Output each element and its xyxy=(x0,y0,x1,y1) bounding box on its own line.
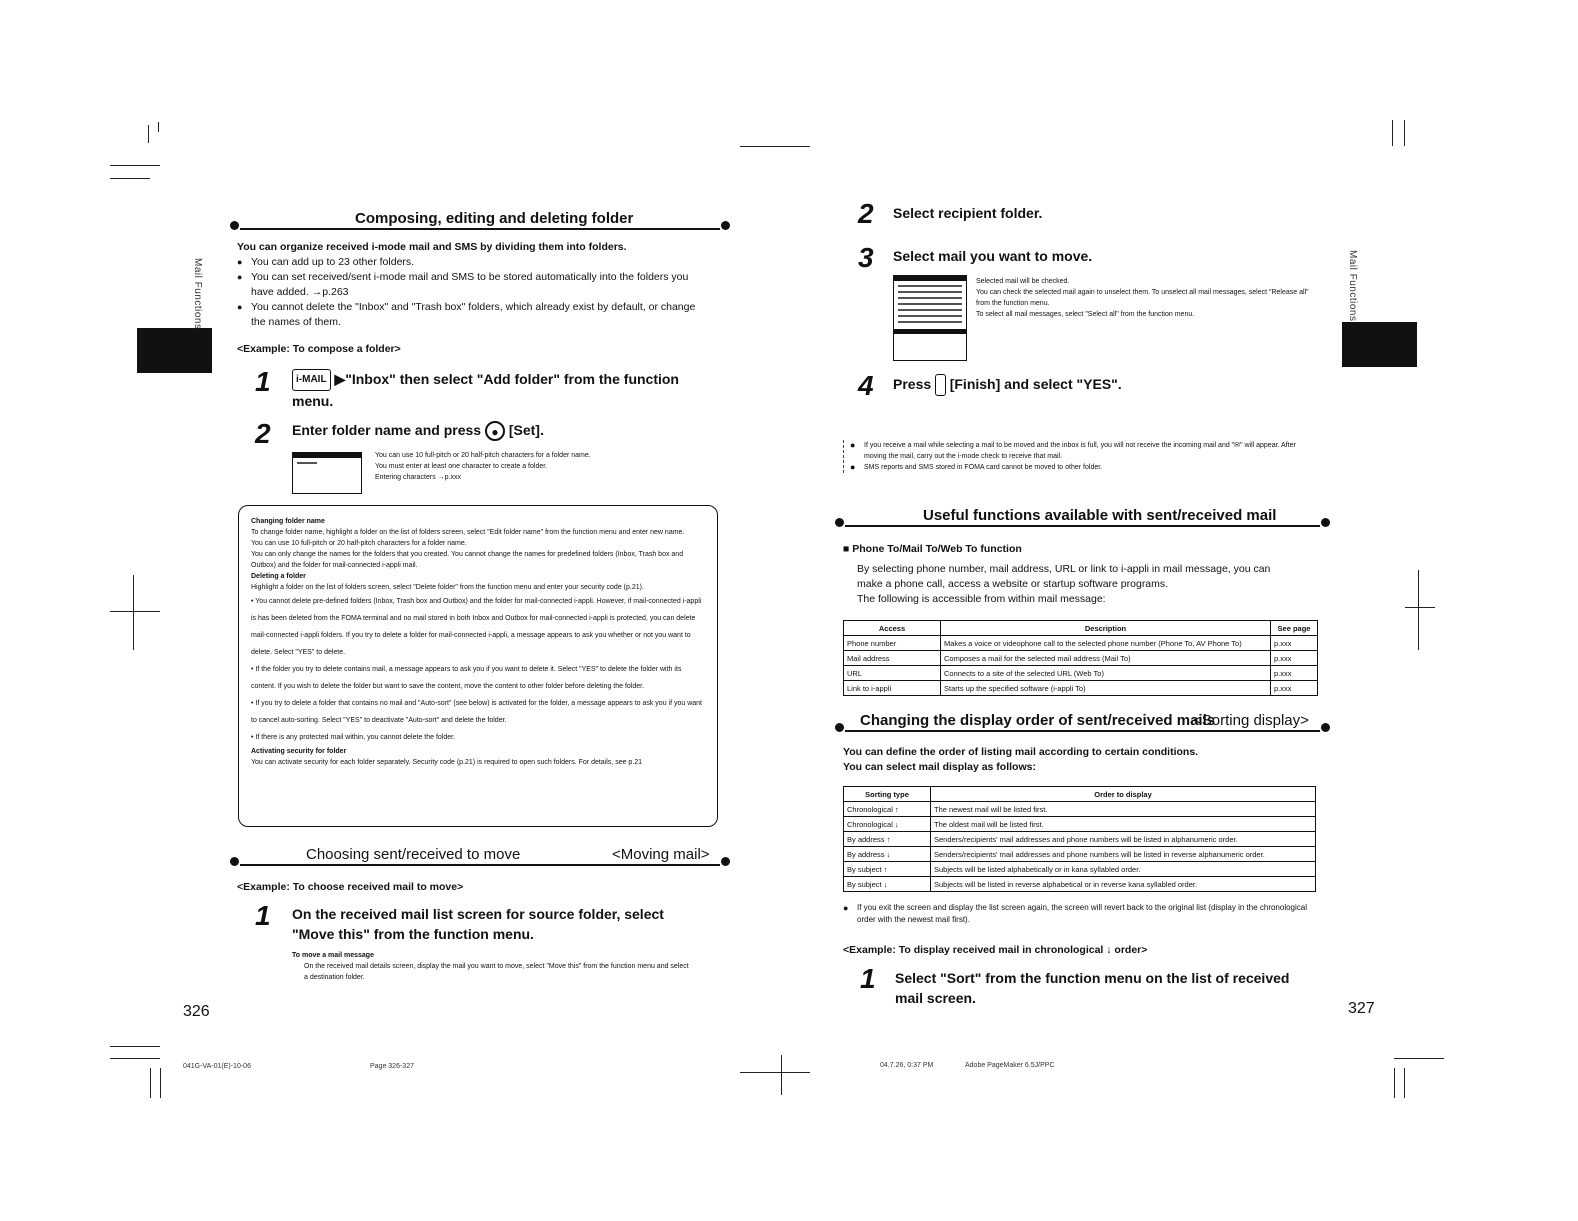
notes-block xyxy=(843,440,1320,473)
step-text xyxy=(893,374,1122,396)
chapter-tab-left xyxy=(137,328,212,373)
table-cell: By address ↑ xyxy=(844,832,931,847)
heading-rule xyxy=(240,864,720,866)
table-cell: Senders/recipients' mail addresses and phone numbers will be listed in alphanumeric order. xyxy=(931,832,1316,847)
note-heading: Activating security for folder xyxy=(251,748,347,755)
step-instruction: ▶"Inbox" then select "Add folder" from the function menu. xyxy=(292,371,679,410)
note-text: You can activate security for each folder separately. Security code (p.21) is required to open such folders. For details, see p.21 xyxy=(251,759,643,766)
table-cell: p.xxx xyxy=(1271,666,1318,681)
table-cell: Phone number xyxy=(844,636,941,651)
footer-date: 04.7.26, 0:37 PM xyxy=(880,1062,934,1069)
table-cell: Senders/recipients' mail addresses and phone numbers will be listed in reverse alphanumeric order. xyxy=(931,847,1316,862)
step-number: 1 xyxy=(255,900,271,931)
table-cell: Mail address xyxy=(844,651,941,666)
section-heading-useful xyxy=(835,507,1330,529)
note-bullet: • You cannot delete pre-defined folders (Inbox, Trash box and Outbox) and the folder for mail-connected i-appli. However, if mail-connected i-appli is has been deleted from the FOMA terminal and no mail stored in both Inbox and Outbox for mail-connected i-appli is protected, you can delete mail-connected i-appli folders. If you try to delete a folder for mail-connected i-appli, a message appears to ask you whether or not you want to delete. Select "YES" to delete. xyxy=(251,598,702,656)
table-cell: The oldest mail will be listed first. xyxy=(931,817,1316,832)
paragraph-line: The following is accessible from within mail message: xyxy=(857,593,1106,605)
crop-mark xyxy=(110,1058,160,1059)
crop-mark xyxy=(150,1068,151,1098)
example-label: <Example: To display received mail in chronological ↓ order> xyxy=(843,944,1148,956)
example-label: <Example: To choose received mail to move> xyxy=(237,881,464,893)
table-row xyxy=(844,802,1316,817)
table-cell: p.xxx xyxy=(1271,636,1318,651)
bullet-item: ● SMS reports and SMS stored in FOMA card cannot be moved to other folder. xyxy=(850,462,1320,473)
bullet-dot-icon xyxy=(721,857,730,866)
crop-mark xyxy=(1394,1068,1395,1098)
section-tag: <Moving mail> xyxy=(612,846,710,863)
crop-mark xyxy=(781,1055,782,1095)
step-number: 1 xyxy=(255,366,271,397)
step-number: 4 xyxy=(858,370,874,401)
paragraph-line: make a phone call, access a website or startup software programs. xyxy=(857,578,1169,590)
bullet-item: ● If you exit the screen and display the list screen again, the screen will revert back to the original list (display in the chronological order with the newest mail first). xyxy=(843,902,1313,926)
bullet-dot-icon xyxy=(230,857,239,866)
note-line: To select all mail messages, select "Select all" from the function menu. xyxy=(976,311,1195,318)
step2-notes xyxy=(375,450,675,483)
note-bullet: • If you try to delete a folder that contains no mail and "Auto-sort" (see below) is activated for the folder, a message appears to ask you if you want to cancel auto-sorting. Select "YES" to deactivate "Auto-sort" and delete the folder. xyxy=(251,700,703,724)
access-table xyxy=(843,620,1318,696)
table-row xyxy=(844,681,1318,696)
note-line: You can check the selected mail again to unselect them. To unselect all mail messages, select "Release all" from the function menu. xyxy=(976,289,1309,307)
crop-mark xyxy=(158,122,159,132)
bullet-item: ● You cannot delete the "Inbox" and "Trash box" folders, which already exist by default, or change the names of them. xyxy=(237,300,707,330)
table-cell: Chronological ↑ xyxy=(844,802,931,817)
table-header: Sorting type xyxy=(844,787,931,802)
crop-mark xyxy=(1404,120,1405,146)
heading-rule xyxy=(845,730,1320,732)
heading-rule xyxy=(240,228,720,230)
table-cell: Makes a voice or videophone call to the selected phone number (Phone To, AV Phone To) xyxy=(941,636,1271,651)
table-cell: p.xxx xyxy=(1271,681,1318,696)
table-cell: p.xxx xyxy=(1271,651,1318,666)
bullet-item: ● You can set received/sent i-mode mail and SMS to be stored automatically into the folders you have added. →p.263 xyxy=(237,270,707,300)
mail-key-icon: i-MAIL xyxy=(292,369,331,391)
table-row xyxy=(844,847,1316,862)
note-text: You can only change the names for the folders that you created. You cannot change the names for predefined folders (Inbox, Trash box and Outbox) and the folder for mail-connected i-appli mail. xyxy=(251,551,684,569)
table-header-row xyxy=(844,621,1318,636)
step-text xyxy=(292,369,712,411)
composing-body xyxy=(237,240,707,357)
footer-app: Adobe PageMaker 6.5J/PPC xyxy=(965,1062,1055,1069)
crop-mark xyxy=(1392,120,1393,146)
heading-rule xyxy=(845,525,1320,527)
table-row xyxy=(844,877,1316,892)
note-line: You must enter at least one character to create a folder. xyxy=(375,463,548,470)
table-cell: Link to i-appli xyxy=(844,681,941,696)
crop-mark xyxy=(1394,1058,1444,1059)
bullet-dot-icon xyxy=(1321,518,1330,527)
sub-text: On the received mail details screen, display the mail you want to move, select "Move this" from the function menu and select a destination folder. xyxy=(304,963,689,981)
table-cell: Subjects will be listed in reverse alphabetical or in reverse kana syllabled order. xyxy=(931,877,1316,892)
table-header: Order to display xyxy=(931,787,1316,802)
step-instruction-rest: [Finish] and select "YES". xyxy=(949,376,1122,392)
table-row xyxy=(844,817,1316,832)
table-cell: By subject ↓ xyxy=(844,877,931,892)
table-cell: By address ↓ xyxy=(844,847,931,862)
page-number-right: 327 xyxy=(1348,1000,1375,1017)
section-heading-sorting xyxy=(835,712,1330,734)
bullet-item: ● You can add up to 23 other folders. xyxy=(237,255,707,270)
sorting-intro xyxy=(843,745,1313,775)
crop-mark xyxy=(1418,570,1419,650)
sorting-table xyxy=(843,786,1316,892)
step-number: 1 xyxy=(860,963,876,994)
bullet-dot-icon xyxy=(721,221,730,230)
table-header: Description xyxy=(941,621,1271,636)
sub-note xyxy=(292,950,692,983)
sub-heading: To move a mail message xyxy=(292,952,374,959)
chapter-tab-right xyxy=(1342,322,1417,367)
step-instruction: On the received mail list screen for source folder, select "Move this" from the function menu. xyxy=(292,906,664,942)
center-key-icon: ● xyxy=(485,421,505,441)
intro-text: You can select mail display as follows: xyxy=(843,761,1036,773)
crop-mark xyxy=(160,1068,161,1098)
section-heading-composing xyxy=(230,210,730,232)
section-title: Composing, editing and deleting folder xyxy=(355,210,634,227)
step-number: 2 xyxy=(858,198,874,229)
paragraph-line: By selecting phone number, mail address, URL or link to i-appli in mail message, you can xyxy=(857,563,1271,575)
side-label-left: Mail Functions xyxy=(192,258,203,330)
note-line: Entering characters →p.xxx xyxy=(375,474,461,481)
side-label-right: Mail Functions xyxy=(1347,250,1358,322)
crop-mark xyxy=(110,1046,160,1047)
note-heading: Changing folder name xyxy=(251,518,325,525)
table-header: See page xyxy=(1271,621,1318,636)
bullet-dot-icon xyxy=(230,221,239,230)
sub-section-title: ■ Phone To/Mail To/Web To function xyxy=(843,543,1022,555)
step-number: 3 xyxy=(858,242,874,273)
note-line: You can use 10 full-pitch or 20 half-pitch characters for a folder name. xyxy=(375,452,591,459)
note-bullet: • If there is any protected mail within, you cannot delete the folder. xyxy=(251,734,456,741)
page-number-left: 326 xyxy=(183,1003,210,1020)
step-instruction: Select "Sort" from the function menu on the list of received mail screen. xyxy=(895,970,1290,1006)
intro-text: You can organize received i-mode mail and SMS by dividing them into folders. xyxy=(237,241,627,253)
step-number: 2 xyxy=(255,418,271,449)
step-text xyxy=(292,420,712,441)
step-instruction: Press xyxy=(893,376,932,392)
section-title: Useful functions available with sent/received mail xyxy=(923,507,1277,524)
crop-mark xyxy=(740,1072,810,1073)
table-row xyxy=(844,651,1318,666)
table-cell: Connects to a site of the selected URL (Web To) xyxy=(941,666,1271,681)
note-box xyxy=(238,505,718,827)
table-cell: Chronological ↓ xyxy=(844,817,931,832)
table-cell: The newest mail will be listed first. xyxy=(931,802,1316,817)
table-row xyxy=(844,666,1318,681)
bullet-dot-icon xyxy=(1321,723,1330,732)
table-header-row xyxy=(844,787,1316,802)
step-instruction: Select recipient folder. xyxy=(893,205,1043,221)
crop-mark xyxy=(110,178,150,179)
crop-mark xyxy=(148,125,149,143)
table-cell: Subjects will be listed alphabetically or in kana syllabled order. xyxy=(931,862,1316,877)
note-bullet: • If the folder you try to delete contains mail, a message appears to ask you if you want to delete it. Select "YES" to delete the folder with its content. If you wish to delete the folder but want to save the content, move the content to other folder before deleting the folder. xyxy=(251,666,682,690)
crop-mark xyxy=(1404,1068,1405,1098)
intro-text: You can define the order of listing mail according to certain conditions. xyxy=(843,746,1199,758)
screen-thumbnail xyxy=(292,452,362,494)
step3-notes xyxy=(976,276,1316,320)
sorting-note xyxy=(843,902,1313,926)
table-cell: Starts up the specified software (i-appli To) xyxy=(941,681,1271,696)
footer-file: 041G-VA-01(E)-10-06 xyxy=(183,1063,251,1070)
crop-mark xyxy=(740,146,810,147)
table-row xyxy=(844,832,1316,847)
useful-body xyxy=(843,542,1313,607)
section-tag: <Sorting display> xyxy=(1193,712,1309,729)
table-cell: URL xyxy=(844,666,941,681)
footer-page: Page 326-327 xyxy=(370,1063,414,1070)
crop-mark xyxy=(110,611,160,612)
crop-mark xyxy=(110,165,160,166)
table-cell: By subject ↑ xyxy=(844,862,931,877)
section-heading-moving xyxy=(230,846,730,868)
bullet-dot-icon xyxy=(835,723,844,732)
table-header: Access xyxy=(844,621,941,636)
table-row xyxy=(844,862,1316,877)
note-line: Selected mail will be checked. xyxy=(976,278,1070,285)
section-title: Choosing sent/received to move xyxy=(306,846,521,863)
table-row xyxy=(844,636,1318,651)
softkey-icon xyxy=(935,374,946,396)
note-text: You can use 10 full-pitch or 20 half-pitch characters for a folder name. xyxy=(251,540,467,547)
step-instruction: Select mail you want to move. xyxy=(893,248,1093,264)
bullet-item: ● If you receive a mail while selecting a mail to be moved and the inbox is full, you will not receive the incoming mail and "✉" will appear. After moving the mail, carry out the i-mode check to receive that mail. xyxy=(850,440,1320,462)
note-heading: Deleting a folder xyxy=(251,573,306,580)
section-title: Changing the display order of sent/received mails xyxy=(860,712,1216,729)
note-text: Highlight a folder on the list of folders screen, select "Delete folder" from the function menu and enter your security code (p.21). xyxy=(251,584,644,591)
note-text: To change folder name, highlight a folder on the list of folders screen, select "Edit folder name" from the function menu and enter new name. xyxy=(251,529,685,536)
example-label: <Example: To compose a folder> xyxy=(237,343,401,355)
crop-mark xyxy=(1405,607,1435,608)
screen-thumbnail xyxy=(893,275,967,361)
set-label: [Set]. xyxy=(508,422,544,438)
bullet-dot-icon xyxy=(835,518,844,527)
table-cell: Composes a mail for the selected mail address (Mail To) xyxy=(941,651,1271,666)
crop-mark xyxy=(133,575,134,650)
step-instruction: Enter folder name and press xyxy=(292,422,482,438)
